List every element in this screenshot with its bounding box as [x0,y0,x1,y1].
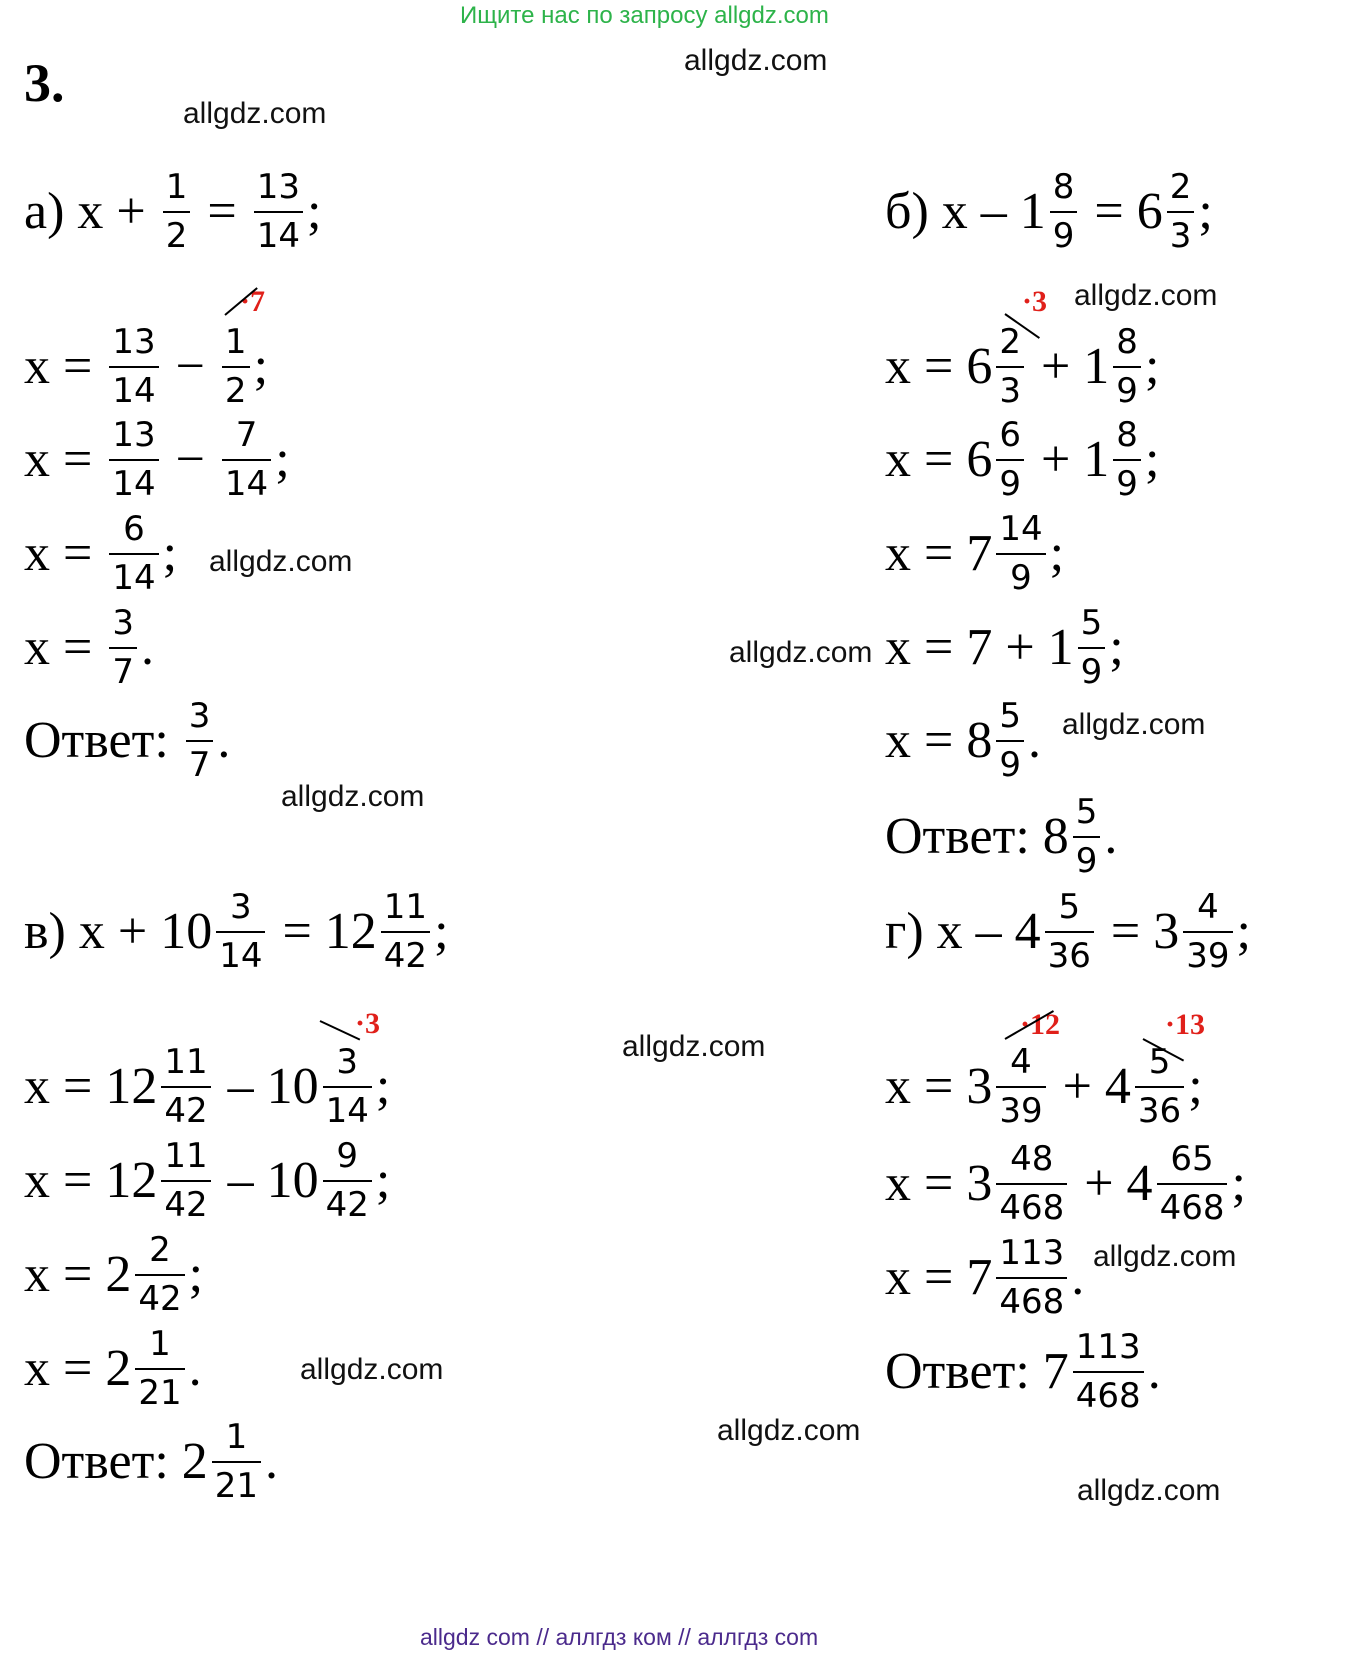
equation-text: ; [375,1152,391,1210]
fraction [161,1043,210,1131]
equation-b-step [885,323,1159,411]
fraction-bar [1113,459,1141,461]
equation-text: x = [24,431,106,489]
fraction-denominator: 3 [999,371,1021,412]
fraction-denominator: 14 [325,1091,369,1132]
fraction-bar [1135,1086,1184,1088]
fraction-bar [381,931,430,933]
equation-text: = 12 [269,903,377,961]
bottom-banner[interactable]: allgdz com // аллгдз ком // аллгдз com [420,1624,819,1650]
fraction-numerator: 2 [999,322,1021,362]
fraction-bar [1167,211,1195,213]
fraction-bar [1050,211,1078,213]
fraction-denominator: 14 [224,464,269,505]
fraction-denominator: 14 [112,464,156,505]
fraction-bar [1078,647,1106,649]
fraction-denominator: 468 [999,1188,1065,1229]
equation-v-step [24,1231,203,1319]
fraction [323,1043,372,1131]
fraction-bar [163,211,191,213]
fraction-numerator: 1 [224,322,247,362]
equation-text: + 1 [1027,338,1110,396]
fraction [996,1140,1067,1228]
equation-v-statement [24,888,449,976]
fraction-bar [996,553,1045,555]
equation-text: − [162,431,218,489]
equation-text: б) x – 1 [885,183,1046,241]
fraction-numerator: 1 [149,1324,171,1364]
equation-a-step [24,416,290,504]
fraction [996,1043,1045,1131]
fraction-bar [135,1274,184,1276]
fraction-numerator: 1 [165,167,188,207]
fraction-bar [1157,1183,1228,1185]
fraction-numerator: 6 [999,415,1021,455]
fraction-denominator: 7 [188,745,211,786]
fraction-bar [212,1461,261,1463]
fraction [1050,168,1078,256]
fraction-numerator: 9 [336,1136,359,1176]
fraction [212,1418,261,1506]
fraction-denominator: 42 [325,1185,369,1226]
fraction-denominator: 14 [256,216,300,257]
equation-text: Ответ: 8 [885,808,1069,866]
fraction [254,168,303,256]
fraction [1045,888,1094,976]
equation-text: ; [434,903,449,961]
fraction-numerator: 3 [336,1042,359,1082]
fraction [109,323,158,411]
equation-text: ; [375,1058,391,1116]
fraction-denominator: 39 [999,1091,1043,1132]
fraction [216,888,265,976]
equation-text: x = 6 [885,338,993,396]
equation-v-step [24,1325,202,1413]
fraction-numerator: 48 [1010,1139,1054,1179]
fraction-numerator: 65 [1170,1139,1214,1179]
fraction [1073,793,1101,881]
equation-text: ; [188,1246,204,1304]
fraction-denominator: 42 [164,1091,208,1132]
fraction [1113,416,1141,504]
equation-text: ; [306,183,322,241]
fraction-numerator: 4 [1010,1042,1032,1082]
fraction [109,604,137,692]
equation-text: . [265,1433,279,1491]
equation-text: = 3 [1097,903,1180,961]
fraction-bar [1073,1371,1144,1373]
equation-b-statement [885,168,1213,256]
equation-text: x = 7 [885,1249,993,1307]
equation-b-step [885,604,1124,692]
equation-text: ; [1231,1155,1246,1213]
fraction-denominator: 9 [1080,652,1103,693]
fraction-denominator: 9 [1010,558,1032,599]
equation-text: ; [162,525,178,583]
watermark: allgdz.com [717,1414,861,1447]
fraction-denominator: 42 [164,1185,208,1226]
fraction [135,1231,184,1319]
equation-text: = [194,183,250,241]
fraction [161,1137,210,1225]
fraction-denominator: 2 [224,371,247,412]
answer-v [24,1418,278,1506]
fraction-denominator: 468 [1075,1376,1141,1417]
fraction-bar [1073,836,1101,838]
equation-text: x = 6 [885,431,993,489]
fraction-numerator: 11 [383,887,428,927]
fraction-numerator: 113 [1075,1327,1141,1367]
equation-text: . [1104,808,1118,866]
fraction-numerator: 4 [1197,887,1219,927]
fraction-denominator: 42 [138,1279,182,1320]
equation-text: . [1147,1343,1161,1401]
equation-a-step [24,323,268,411]
equation-text: x = [24,338,106,396]
fraction-bar [323,1086,372,1088]
fraction-numerator: 13 [112,415,156,455]
multiplier-label: ·13 [1165,1008,1206,1041]
fraction-bar [996,459,1024,461]
fraction-denominator: 2 [165,216,188,257]
fraction-denominator: 7 [112,652,134,693]
equation-text: Ответ: 7 [885,1343,1069,1401]
equation-text: x = 12 [24,1058,158,1116]
answer-g [885,1328,1161,1416]
watermark: allgdz.com [1074,279,1218,312]
fraction-denominator: 9 [1116,464,1138,505]
fraction-numerator: 8 [1116,415,1138,455]
equation-g-step [885,1234,1084,1322]
equation-text: x = [24,619,106,677]
equation-text: Ответ: [24,712,182,770]
equation-text: ; [1198,183,1213,241]
equation-text: x = 8 [885,712,993,770]
fraction-bar [996,1086,1045,1088]
fraction-numerator: 8 [1116,322,1138,362]
watermark: allgdz.com [1077,1474,1221,1507]
equation-v-step [24,1043,390,1131]
equation-text: x = 3 [885,1155,993,1213]
fraction-denominator: 9 [1116,371,1138,412]
fraction-numerator: 5 [1080,603,1103,643]
fraction-denominator: 21 [214,1466,259,1507]
fraction-bar [1045,931,1094,933]
multiplier-label: ·3 [355,1007,381,1040]
equation-text: x = 7 + 1 [885,619,1074,677]
equation-text: ; [275,431,290,489]
watermark: allgdz.com [281,780,425,813]
fraction-denominator: 468 [999,1282,1065,1323]
fraction [1113,323,1141,411]
equation-b-step [885,416,1159,504]
fraction [135,1325,184,1413]
fraction-bar [1113,366,1141,368]
fraction-numerator: 1 [225,1417,248,1457]
equation-text: г) x – 4 [885,903,1041,961]
fraction-denominator: 42 [383,936,428,977]
fraction-denominator: 21 [138,1373,182,1414]
fraction-numerator: 2 [1169,167,1192,207]
fraction-bar [186,740,214,742]
fraction [1167,168,1195,256]
fraction [222,416,271,504]
equation-text: ; [1188,1058,1203,1116]
watermark: allgdz.com [209,545,353,578]
task-number: 3. [24,53,65,113]
fraction-numerator: 7 [235,415,258,455]
fraction-bar [996,740,1024,742]
equation-b-step [885,510,1064,598]
equation-text: x = [24,525,106,583]
equation-text: ; [1049,525,1065,583]
fraction-numerator: 11 [164,1136,208,1176]
fraction-denominator: 9 [1075,841,1098,882]
fraction [323,1137,372,1225]
equation-text: x = 2 [24,1340,132,1398]
equation-text: – 10 [214,1058,319,1116]
fraction-bar [109,647,137,649]
fraction [163,168,191,256]
fraction-denominator: 36 [1137,1091,1182,1132]
fraction-bar [222,366,250,368]
equation-text: + 1 [1027,431,1110,489]
fraction-bar [323,1180,372,1182]
equation-text: в) x + 10 [24,903,213,961]
fraction-denominator: 14 [112,371,156,412]
fraction-denominator: 9 [1052,216,1075,257]
fraction [996,697,1024,785]
watermark: allgdz.com [183,97,327,130]
equation-text: + 4 [1071,1155,1153,1213]
equation-b-step [885,697,1041,785]
watermark: allgdz.com [684,44,828,77]
fraction-denominator: 468 [1159,1188,1225,1229]
multiplier-label: ·3 [1022,285,1048,318]
equation-text: ; [1144,431,1160,489]
fraction-numerator: 3 [112,603,134,643]
equation-v-step [24,1137,390,1225]
answer-a [24,697,230,785]
equation-text: . [1071,1249,1085,1307]
fraction-bar [135,1368,184,1370]
equation-text: Ответ: 2 [24,1433,208,1491]
equation-text: x = 2 [24,1246,132,1304]
fraction-bar [254,211,303,213]
fraction-denominator: 9 [999,464,1021,505]
fraction-bar [109,459,158,461]
fraction-numerator: 3 [230,887,252,927]
equation-text: а) x + [24,183,159,241]
fraction-denominator: 3 [1169,216,1192,257]
fraction-denominator: 14 [219,936,263,977]
equation-text: – 10 [214,1152,319,1210]
equation-text: x = 12 [24,1152,158,1210]
multiplier-label: ·7 [240,285,266,318]
fraction [381,888,430,976]
watermark: allgdz.com [729,636,873,669]
equation-text: ; [1236,903,1251,961]
equation-text: ; [1109,619,1124,677]
equation-g-step [885,1140,1246,1228]
equation-text: . [140,619,154,677]
fraction-numerator: 11 [164,1042,208,1082]
equation-text: . [1027,712,1041,770]
top-banner[interactable]: Ищите нас по запросу allgdz.com [460,2,829,29]
fraction-bar [222,459,271,461]
watermark: allgdz.com [300,1353,444,1386]
fraction [109,510,158,598]
fraction [1078,604,1106,692]
fraction [1157,1140,1228,1228]
fraction [996,323,1024,411]
fraction [1073,1328,1144,1416]
fraction [996,1234,1067,1322]
equation-text: + 4 [1049,1058,1131,1116]
fraction-numerator: 5 [999,696,1021,736]
equation-a-statement [24,168,321,256]
equation-text: − [162,338,218,396]
fraction [222,323,250,411]
equation-text: ; [253,338,269,396]
fraction-numerator: 14 [999,509,1043,549]
fraction-numerator: 6 [123,509,145,549]
fraction-numerator: 2 [149,1230,171,1270]
fraction-numerator: 13 [112,322,156,362]
fraction [996,416,1024,504]
fraction-bar [1183,931,1232,933]
equation-text: . [188,1340,202,1398]
fraction [1183,888,1232,976]
equation-text: x = 7 [885,525,993,583]
answer-b [885,793,1117,881]
fraction-denominator: 14 [112,558,156,599]
equation-text: = 6 [1081,183,1163,241]
equation-a-step [24,604,154,692]
watermark: allgdz.com [1062,708,1206,741]
watermark: allgdz.com [622,1030,766,1063]
fraction-bar [996,1277,1067,1279]
fraction-bar [109,553,158,555]
multiplier-label: ·12 [1020,1008,1061,1041]
fraction-bar [996,366,1024,368]
fraction-denominator: 36 [1047,936,1091,977]
fraction-numerator: 13 [256,167,300,207]
fraction-bar [161,1180,210,1182]
fraction-numerator: 3 [188,696,211,736]
equation-text: . [217,712,231,770]
fraction-bar [161,1086,210,1088]
fraction [109,416,158,504]
fraction-denominator: 39 [1186,936,1230,977]
fraction-numerator: 5 [1148,1042,1171,1082]
fraction-bar [996,1183,1067,1185]
equation-text: x = 3 [885,1058,993,1116]
fraction-numerator: 8 [1052,167,1075,207]
equation-text: ; [1144,338,1160,396]
fraction-numerator: 5 [1075,792,1098,832]
watermark: allgdz.com [1093,1240,1237,1273]
fraction-denominator: 9 [999,745,1021,786]
fraction-numerator: 113 [999,1233,1065,1273]
equation-g-step [885,1043,1203,1131]
equation-g-statement [885,888,1251,976]
fraction [186,697,214,785]
fraction-bar [216,931,265,933]
equation-a-step [24,510,177,598]
fraction [996,510,1045,598]
fraction-bar [109,366,158,368]
fraction-numerator: 5 [1058,887,1081,927]
